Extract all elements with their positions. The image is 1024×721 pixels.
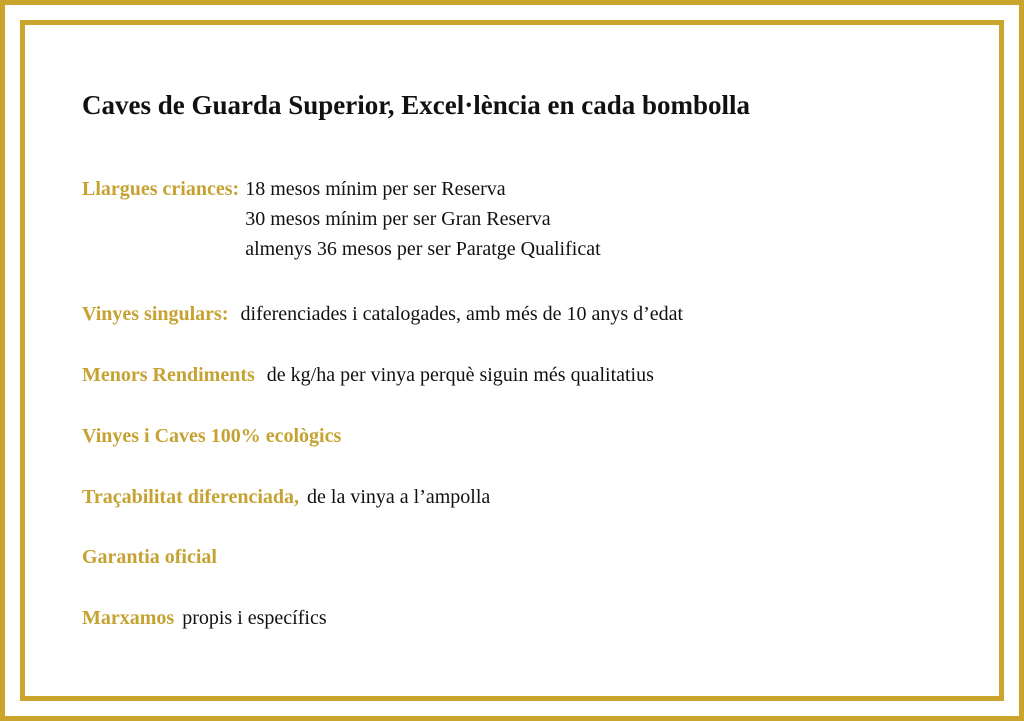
item-value-line: 18 mesos mínim per ser Reserva [245,178,506,200]
item-vinyes-singulars [82,299,683,329]
item-value: diferenciades i catalogades, amb més de 10 anys d’edat [240,303,684,325]
item-label: Garantia oficial [82,546,217,568]
item-value: propis i específics [182,607,327,629]
item-label: Marxamos [82,607,175,629]
item-value: de la vinya a l’ampolla [307,486,491,508]
item-value-lines [245,174,600,264]
item-label: Vinyes singulars: [82,303,229,325]
item-label: Menors Rendiments [82,364,255,386]
item-label: Traçabilitat diferenciada, [82,486,300,508]
item-label: Vinyes i Caves 100% ecològics [82,425,342,447]
item-label: Llargues criances: [82,178,240,200]
item-tracabilitat [82,482,490,512]
item-garantia-oficial [82,542,217,572]
item-marxamos [82,603,327,633]
item-vinyes-caves-ecologics [82,421,341,451]
item-value-line: almenys 36 mesos per ser Paratge Qualificat [245,238,601,260]
item-menors-rendiments [82,360,654,390]
document-title: Caves de Guarda Superior, Excel·lència en cada bombolla [82,90,751,120]
item-value-line: 30 mesos mínim per ser Gran Reserva [245,208,551,230]
item-llargues-criances [82,174,601,264]
item-value: de kg/ha per vinya perquè siguin més qualitatius [266,364,654,386]
document-content [82,86,962,629]
